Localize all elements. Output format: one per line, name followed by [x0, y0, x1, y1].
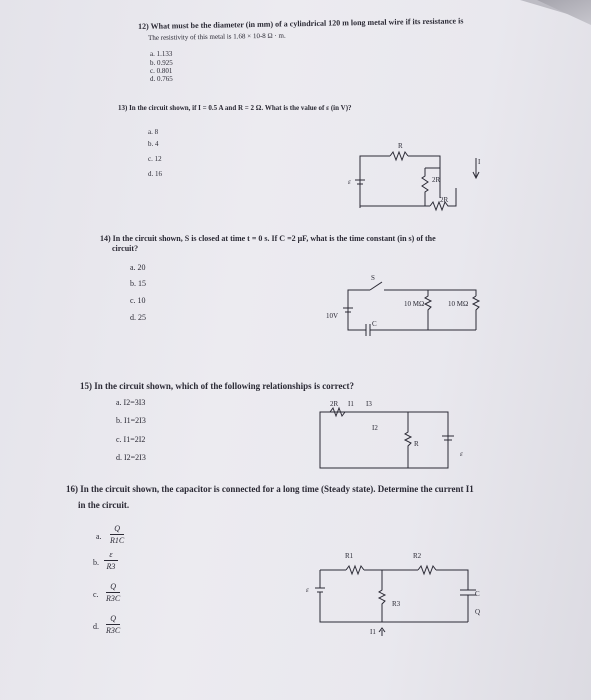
fraction-bar	[110, 534, 124, 535]
q12-text-line1: 12) What must be the diameter (in mm) of a cylindrical 120 m long metal wire if its resistance is	[138, 16, 464, 31]
q13-option-b: b. 4	[148, 140, 159, 148]
q16-option-a-letter: a.	[96, 532, 102, 541]
q15-option-a: a. I2=3I3	[116, 398, 146, 407]
q13-label-2r-horizontal: 2R	[440, 196, 449, 204]
q16-option-b-numerator: ε	[109, 550, 113, 559]
q15-option-b: b. I1=2I3	[116, 416, 146, 425]
q16-text-line1: 16) In the circuit shown, the capacitor is connected for a long time (Steady state). Determine the current I1	[66, 484, 474, 494]
q16-label-r3: R3	[392, 600, 401, 608]
q14-label-resistor-1: 10 MΩ	[404, 300, 425, 308]
q15-text: 15) In the circuit shown, which of the following relationships is correct?	[80, 381, 354, 391]
q16-label-i1: I1	[370, 628, 376, 636]
q15-option-c: c. I1=2I2	[116, 435, 146, 444]
q14-option-c: c. 10	[130, 296, 146, 305]
q15-label-emf: ε	[460, 450, 463, 458]
q16-option-b-fraction	[104, 550, 118, 571]
q12-option-b: b. 0.925	[150, 59, 173, 67]
q13-option-d: d. 16	[148, 170, 162, 178]
q14-text-line2: circuit?	[112, 244, 139, 253]
q15-option-d: d. I2=2I3	[116, 453, 146, 462]
q12-option-a: a. 1.133	[150, 50, 173, 58]
q16-label-c: C	[475, 590, 480, 598]
q16-option-c-letter: c.	[93, 590, 99, 599]
fraction-bar	[106, 624, 120, 625]
q15-label-i3: I3	[366, 400, 372, 408]
q16-option-b-denominator: R3	[106, 562, 116, 571]
q16-option-d-numerator: Q	[110, 614, 116, 623]
q16-option-b-letter: b.	[93, 558, 99, 567]
q16-option-a-fraction	[110, 524, 124, 545]
q16-option-a-denominator: R1C	[110, 536, 125, 545]
q14-label-capacitor: C	[372, 320, 377, 328]
q12-option-c: c. 0.801	[150, 67, 173, 75]
q13-text: 13) In the circuit shown, if I = 0.5 A and R = 2 Ω. What is the value of ε (in V)?	[118, 104, 352, 112]
q15-label-i1: I1	[348, 400, 354, 408]
q14-option-d: d. 25	[130, 313, 146, 322]
q13-option-a: a. 8	[148, 128, 159, 136]
q16-label-r1-top: R1	[345, 552, 354, 560]
q13-label-r: R	[398, 142, 403, 150]
q16-circuit	[318, 562, 493, 642]
q16-option-d-denominator: R3C	[106, 626, 121, 635]
q16-label-r2: R2	[413, 552, 422, 560]
q16-option-d-letter: d.	[93, 622, 99, 631]
q13-label-2r-vertical: 2R	[432, 176, 441, 184]
q15-label-2r: 2R	[330, 400, 339, 408]
q14-option-a: a. 20	[130, 263, 146, 272]
q16-option-d-fraction	[106, 614, 120, 635]
q12-option-d: d. 0.765	[150, 75, 173, 83]
q14-text-line1: 14) In the circuit shown, S is closed at time t = 0 s. If C =2 μF, what is the time constant (in s) of the	[100, 234, 436, 243]
q16-option-c-fraction	[106, 582, 120, 603]
q16-option-a-numerator: Q	[114, 524, 120, 533]
q16-label-emf: ε	[306, 586, 309, 594]
q12-text-line2: The resistivity of this metal is 1.68 × 10-8 Ω · m.	[148, 31, 286, 42]
q16-label-q: Q	[475, 608, 481, 616]
q16-option-c-numerator: Q	[110, 582, 116, 591]
q14-option-b: b. 15	[130, 279, 146, 288]
q13-label-current: I	[478, 158, 481, 166]
q13-option-c: c. 12	[148, 155, 162, 163]
q14-circuit	[340, 282, 500, 342]
fraction-bar	[104, 560, 118, 561]
q14-label-voltage: 10V	[326, 312, 339, 320]
fraction-bar	[106, 592, 120, 593]
q15-label-i2: I2	[372, 424, 378, 432]
q14-label-resistor-2: 10 MΩ	[448, 300, 469, 308]
q16-text-line2: in the circuit.	[78, 500, 130, 510]
q13-label-emf: ε	[348, 178, 351, 186]
q15-label-r: R	[414, 440, 419, 448]
q16-option-c-denominator: R3C	[106, 594, 121, 603]
q15-circuit	[320, 410, 460, 470]
q13-circuit	[360, 148, 470, 223]
q14-label-switch: S	[371, 274, 375, 282]
